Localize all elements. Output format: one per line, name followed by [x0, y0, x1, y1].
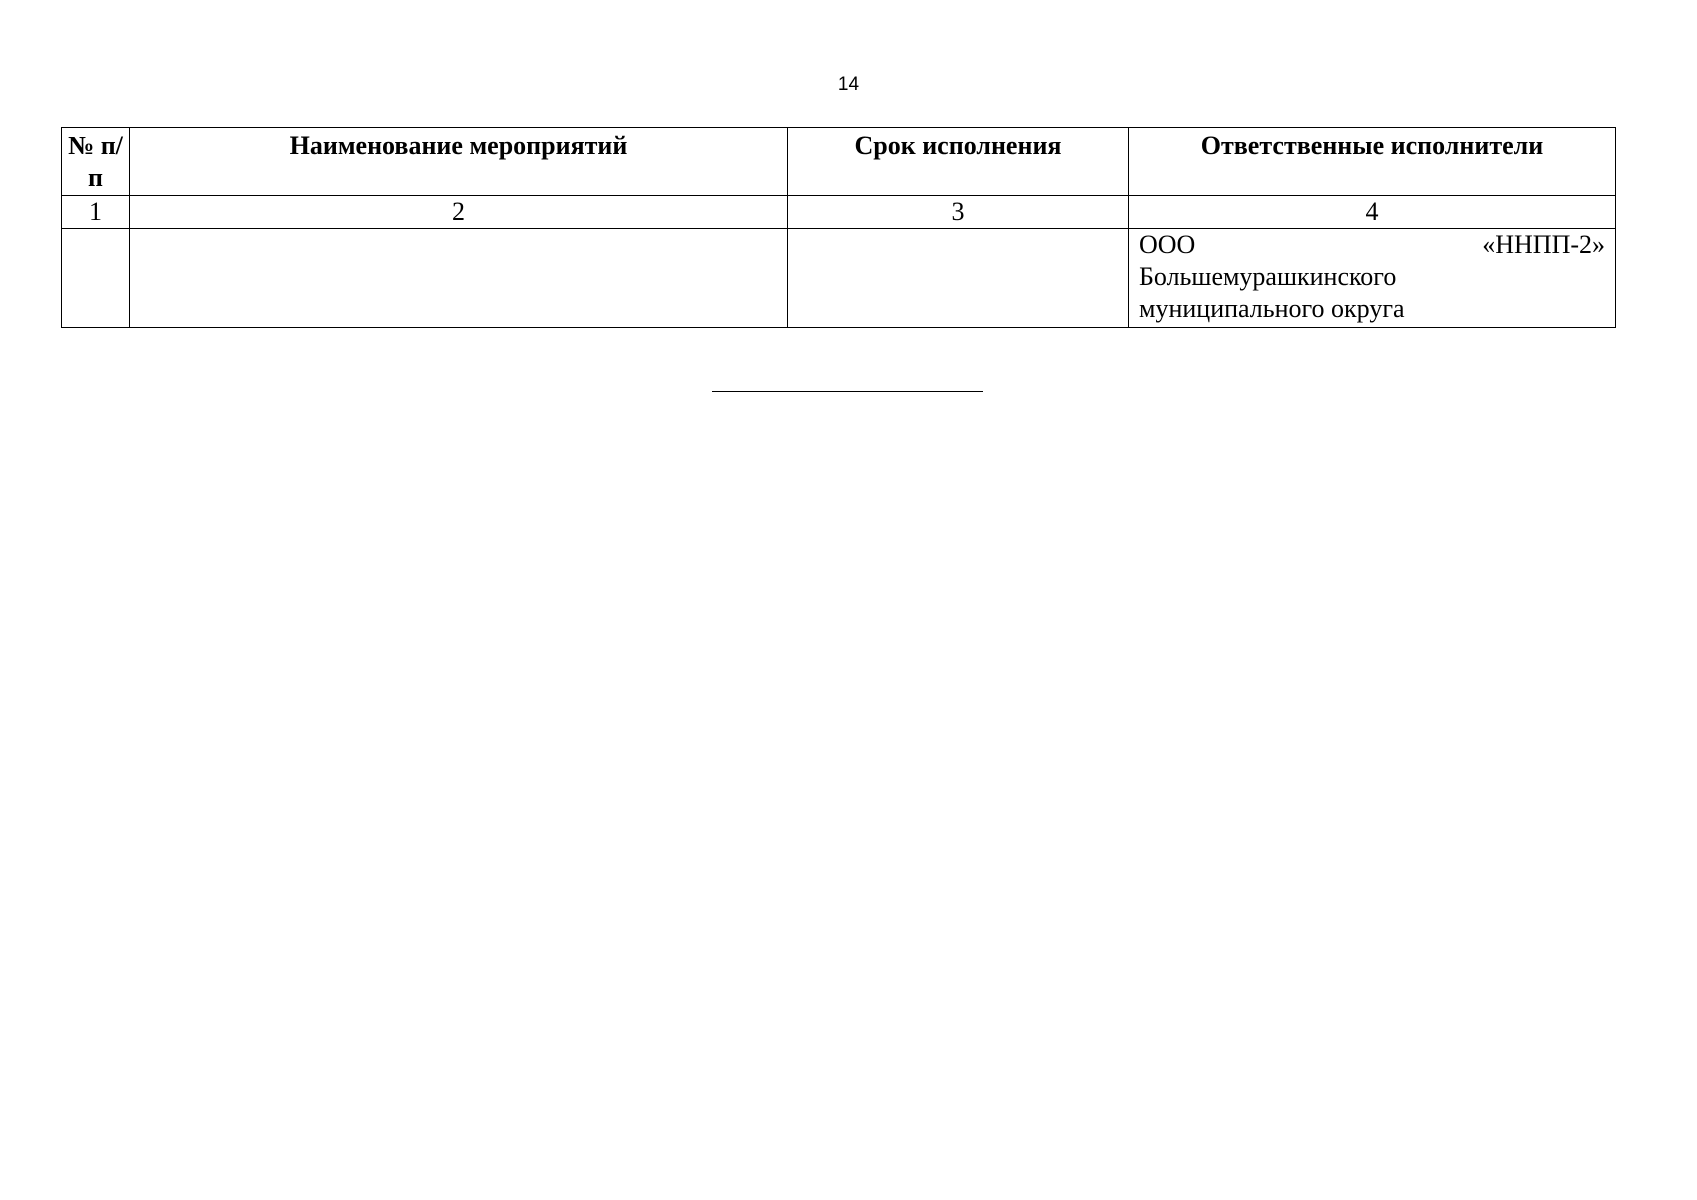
- column-number: 2: [130, 196, 788, 229]
- header-row: [62, 128, 1616, 196]
- table-row: [62, 229, 1616, 328]
- header-deadline: Срок исполнения: [788, 128, 1129, 196]
- events-table: [61, 127, 1616, 328]
- cell-num: [62, 229, 130, 328]
- header-num: № п/п: [62, 128, 130, 196]
- responsible-line-2: Большемурашкинского: [1139, 262, 1397, 291]
- header-name: Наименование мероприятий: [130, 128, 788, 196]
- header-responsible: Ответственные исполнители: [1129, 128, 1616, 196]
- column-number: 1: [62, 196, 130, 229]
- column-number: 4: [1129, 196, 1616, 229]
- responsible-org-type: ООО: [1139, 230, 1196, 259]
- cell-deadline: [788, 229, 1129, 328]
- end-separator-line: [712, 391, 983, 392]
- responsible-org-name: «ННПП-2»: [1482, 230, 1605, 259]
- column-number-row: [62, 196, 1616, 229]
- page-number: 14: [837, 74, 860, 95]
- cell-name: [130, 229, 788, 328]
- column-number: 3: [788, 196, 1129, 229]
- responsible-line-1: [1139, 229, 1605, 261]
- responsible-line-3: муниципального округа: [1139, 294, 1405, 323]
- cell-responsible: [1129, 229, 1616, 328]
